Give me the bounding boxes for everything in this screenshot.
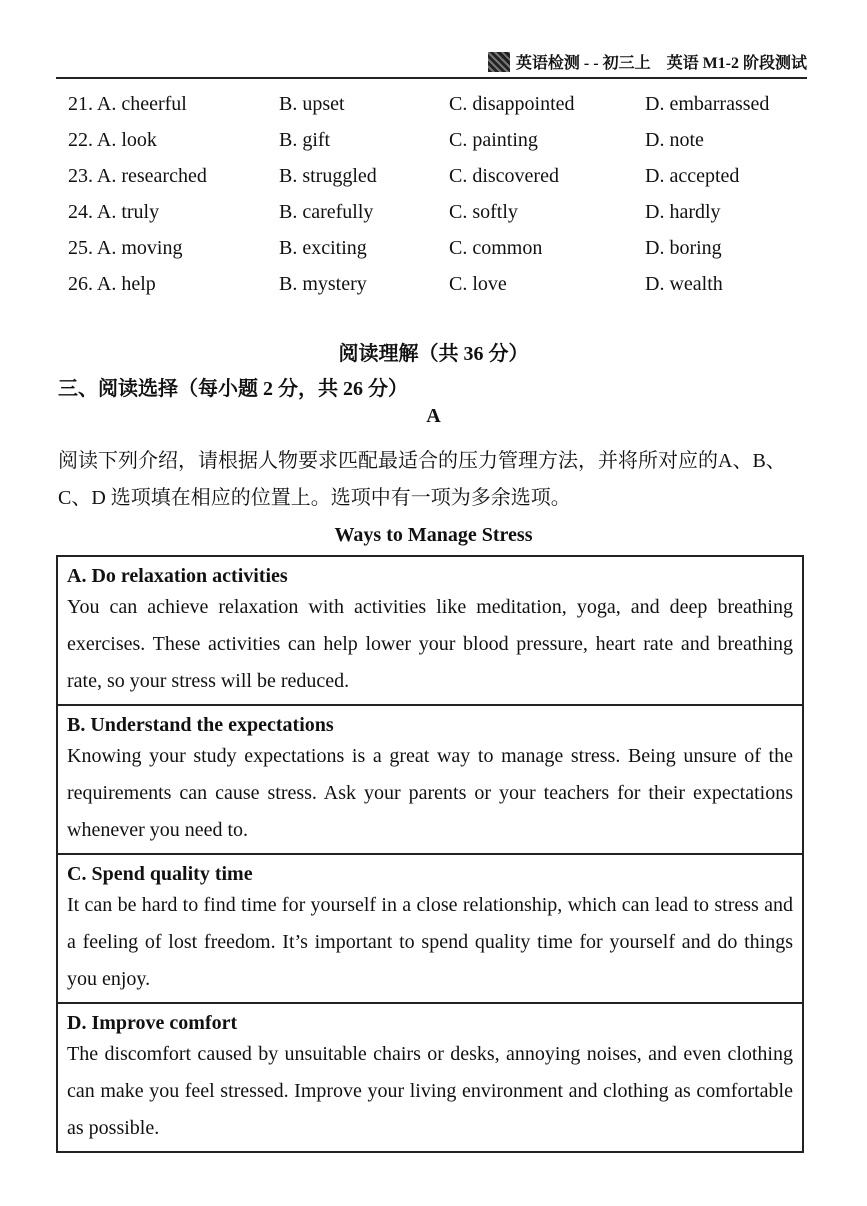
option-d: D. boring (645, 236, 722, 259)
method-heading: B. Understand the expectations (67, 714, 334, 736)
option-d: D. embarrassed (645, 92, 770, 115)
option-c: C. common (449, 236, 543, 259)
option-d: D. wealth (645, 272, 723, 295)
option-c: C. love (449, 272, 507, 295)
method-item (58, 853, 802, 1002)
option-row (68, 86, 808, 122)
method-heading: C. Spend quality time (67, 863, 253, 885)
method-heading: A. Do relaxation activities (67, 565, 288, 587)
option-b: B. exciting (279, 236, 367, 259)
option-d: D. hardly (645, 200, 721, 223)
stress-methods-table (56, 555, 804, 1153)
option-c: C. softly (449, 200, 518, 223)
option-c: C. painting (449, 128, 538, 151)
passage-letter: A (426, 405, 441, 427)
option-a: 25. A. moving (68, 236, 183, 259)
option-row (68, 194, 808, 230)
option-b: B. upset (279, 92, 345, 115)
instructions: 阅读下列介绍，请根据人物要求匹配最适合的压力管理方法，并将所对应的A、B、C、D 选项填在相应的位置上。选项中有一项为多余选项。 (58, 450, 786, 509)
option-d: D. accepted (645, 164, 740, 187)
option-a: 22. A. look (68, 128, 157, 151)
exam-logo-icon (488, 52, 510, 72)
option-b: B. mystery (279, 272, 367, 295)
option-row (68, 266, 808, 302)
option-d: D. note (645, 128, 704, 151)
section-subtitle: 三、阅读选择（每小题 2 分，共 26 分） (58, 378, 408, 400)
option-a: 26. A. help (68, 272, 156, 295)
option-c: C. discovered (449, 164, 559, 187)
method-body: You can achieve relaxation with activities like meditation, yoga, and deep breathing exercises. These activities can help lower your blood pressure, heart rate and breathing rate, so your stress will be reduced. (67, 596, 793, 692)
table-title: Ways to Manage Stress (334, 524, 533, 546)
method-item (58, 704, 802, 853)
section-title: 阅读理解（共 36 分） (338, 343, 529, 365)
option-row (68, 230, 808, 266)
method-item (58, 1002, 802, 1151)
method-body: The discomfort caused by unsuitable chairs or desks, annoying noises, and even clothing can make you feel stressed. Improve your living environment and clothing as comfortable as possible. (67, 1043, 793, 1139)
option-row (68, 122, 808, 158)
method-heading: D. Improve comfort (67, 1012, 238, 1034)
option-b: B. carefully (279, 200, 374, 223)
method-body: Knowing your study expectations is a great way to manage stress. Being unsure of the requirements can cause stress. Ask your parents or your teachers for their expectations whenever you need to. (67, 745, 793, 841)
method-item (58, 557, 802, 704)
option-a: 24. A. truly (68, 200, 160, 223)
option-b: B. struggled (279, 164, 377, 187)
answer-options (68, 86, 808, 302)
header-text: 英语检测 - - 初三上 英语 M1-2 阶段测试 (515, 55, 807, 72)
option-b: B. gift (279, 128, 331, 151)
page-header (56, 50, 807, 79)
option-c: C. disappointed (449, 92, 575, 115)
option-row (68, 158, 808, 194)
method-body: It can be hard to find time for yourself in a close relationship, which can lead to stress and a feeling of lost freedom. It’s important to spend quality time for yourself and do things you enjoy. (67, 894, 793, 990)
option-a: 23. A. researched (68, 164, 207, 187)
option-a: 21. A. cheerful (68, 92, 187, 115)
